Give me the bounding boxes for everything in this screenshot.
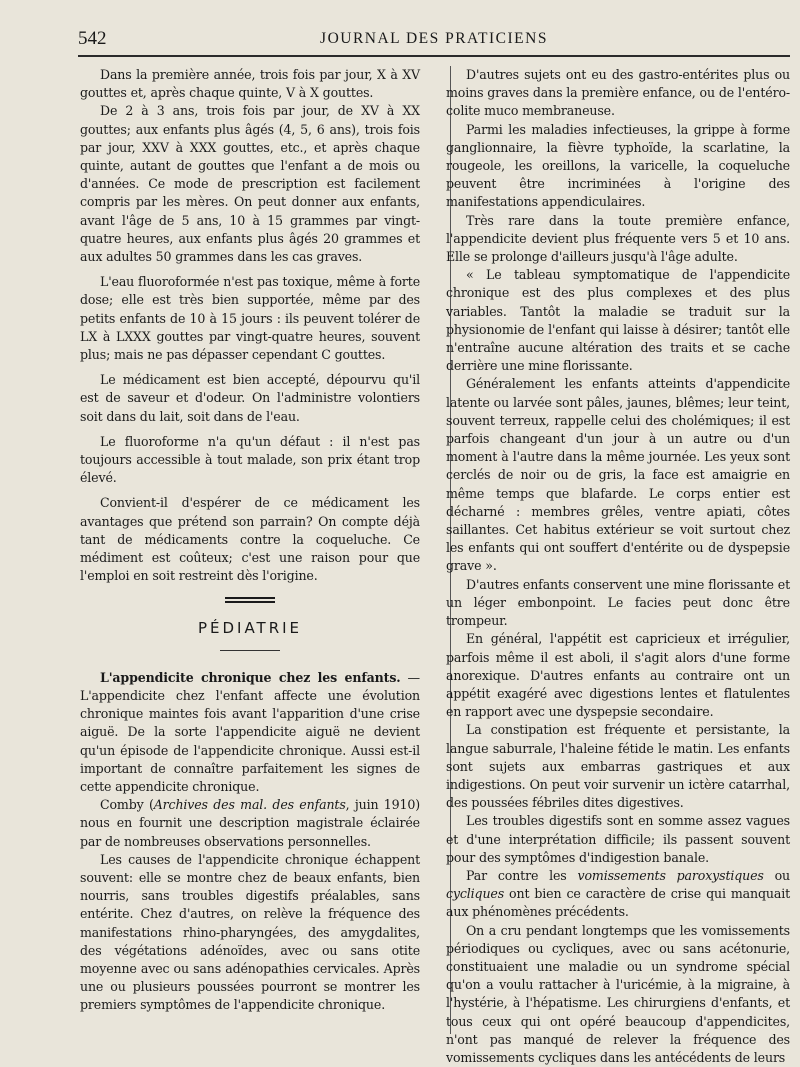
journal-citation: Archives des mal. des enfants (153, 797, 346, 813)
section-rule (225, 601, 275, 603)
paragraph: Convient-il d'espérer de ce médicament les avantages que prétend son parrain? On compte déjà tant de médicaments contre la coqueluche. Ce médiment est coûteux; c'est une raison pour que l'emploi en soit restreint dès l'origine. (80, 495, 420, 584)
section-rule (225, 597, 275, 599)
page-number: 542 (78, 28, 107, 49)
paragraph (446, 867, 790, 922)
paragraph: Dans la première année, trois fois par jour, X à XV gouttes et, après chaque quinte, V à X gouttes. (80, 67, 420, 101)
paragraph: « Le tableau symptomatique de l'appendicite chronique est des plus complexes et des plus variables. Tantôt la maladie se traduit sur la physionomie de l'enfant qui laisse à désirer; tantôt elle n'entraîne aucune altération des traits et se cache derrière une mine florissante. (446, 267, 790, 374)
paragraph: Le médicament est bien accepté, dépourvu qu'il est de saveur et d'odeur. On l'administre volontiers soit dans du lait, soit dans de l'eau. (80, 372, 420, 424)
paragraph: La constipation est fréquente et persistante, la langue saburrale, l'haleine fétide le matin. Les enfants sont sujets aux embarras gastriques et aux indigestions. On peut voir survenir un ictère catarrhal, des poussées fébriles dites digestives. (446, 722, 790, 811)
paragraph: L'eau fluoroformée n'est pas toxique, même à forte dose; elle est très bien supportée, même par des petits enfants de 10 à 15 jours : ils peuvent tolérer de LX à LXXX gouttes par vingt-quatre heures, souvent plus; mais ne pas dépasser cependant C gouttes. (80, 274, 420, 363)
paragraph: Parmi les maladies infectieuses, la grippe à forme ganglionnaire, la fièvre typhoïde, la scarlatine, la rougeole, les oreillons, la varicelle, la coqueluche peuvent être incriminées à l'origine des manifestations appendiculaires. (446, 121, 790, 210)
section-title: PÉDIATRIE (197, 619, 303, 638)
paragraph: D'autres sujets ont eu des gastro-entérites plus ou moins graves dans la première enfance, ou de l'entéro-colite muco membraneuse. (446, 67, 790, 119)
paragraph: Très rare dans la toute première enfance, l'appendicite devient plus fréquente vers 5 et 10 ans. Elle se prolonge d'ailleurs jusqu'à l'âge adulte. (446, 212, 790, 265)
paragraph: Les causes de l'appendicite chronique échappent souvent: elle se montre chez de beaux enfants, bien nourris, sans troubles digestifs préalables, sans entérite. Chez d'autres, on relève la fréquence des manifestations rhino-pharyngées, des amygdalites, des végétations adénoïdes, avec ou sans otite moyenne avec ou sans adénopathies cervicales. Après une ou plusieurs poussées pourront se montrer les premiers symptômes de l'appendicite chronique. (80, 851, 420, 1013)
text-run: Par contre les (466, 867, 578, 883)
article-lead-text: L'appendicite chez l'enfant affecte une évolution chronique maintes fois avant l'apparition d'une crise aiguë. De la sorte l'appendicite aiguë ne devient qu'un épisode de l'appendicite chronique. Aussi est-il important de connaître parfaitement les signes de cette appendicite chronique. (80, 687, 420, 794)
article-heading: L'appendicite chronique chez les enfants. (100, 669, 401, 685)
section-rule (220, 650, 280, 651)
paragraph: Généralement les enfants atteints d'appendicite latente ou larvée sont pâles, jaunes, blêmes; leur teint, souvent terreux, rappelle celui des cholémiques; il est parfois changeant d'un jour à un autre ou d'un moment à l'autre dans la même journée. Les yeux sont cerclés de noir ou de gris, la face est amaigrie en même temps que blafarde. Le corps entier est décharné : membres grêles, ventre apiati, côtes saillantes. Cet habitus extérieur se voit surtout chez les enfants qui ont souffert d'entérite ou de dyspepsie grave ». (446, 376, 790, 574)
paragraph (80, 796, 420, 851)
paragraph: En général, l'appétit est capricieux et irrégulier, parfois même il est aboli, il s'agit alors d'une forme anorexique. D'autres enfants au contraire ont un appétit exagéré avec digestions lentes et flatulentes en rapport avec une dyspepsie secondaire. (446, 631, 790, 720)
article-lead (80, 669, 420, 796)
paragraph: D'autres enfants conservent une mine florissante et un léger embonpoint. Le facies peut donc être trompeur. (446, 576, 790, 629)
text-run: , juin 1910) nous en fournit une description magistrale éclairée par de nombreuses observations personnelles. (80, 797, 421, 849)
left-column (80, 66, 420, 1015)
section-header (80, 597, 420, 650)
paragraph: Le fluoroforme n'a qu'un défaut : il n'est pas toujours accessible à tout malade, son prix étant trop élevé. (80, 433, 420, 486)
emphasis: cycliques (446, 886, 505, 902)
heading-dash: — (400, 669, 420, 685)
right-column (446, 66, 790, 1067)
header-rule (78, 55, 790, 57)
text-run: ont bien ce caractère de crise qui manquait aux phénomènes précédents. (446, 886, 790, 920)
paragraph: Les troubles digestifs sont en somme assez vagues et d'une interprétation difficile; ils passent souvent pour des symptômes d'indigestion banale. (446, 813, 790, 865)
paragraph: De 2 à 3 ans, trois fois par jour, de XV à XX gouttes; aux enfants plus âgés (4, 5, 6 ans), trois fois par jour, XXV à XXX gouttes, etc., et après chaque quinte, autant de gouttes que l'enfant a de mois ou d'années. Ce mode de prescription est facilement compris par les mères. On peut donner aux enfants, avant l'âge de 5 ans, 10 à 15 grammes par vingt-quatre heures, aux enfants plus âgés 20 grammes et aux adultes 50 grammes dans les cas graves. (80, 103, 420, 265)
paragraph: On a cru pendant longtemps que les vomissements périodiques ou cycliques, avec ou sans acétonurie, constituaient une maladie ou un syndrome spécial qu'on a voulu rattacher à l'uricémie, à la migraine, à l'hystérie, à l'hépatisme. Les chirurgiens d'enfants, et tous ceux qui ont opéré beaucoup d'appendicites, n'ont pas manqué de relever la fréquence des vomissements cycliques dans les antécédents de leurs (446, 922, 790, 1065)
text-run: ou (763, 867, 791, 883)
page-header (78, 28, 790, 50)
text-run: Comby ( (100, 797, 154, 813)
emphasis: vomissements paroxystiques (577, 867, 764, 883)
running-title: JOURNAL DES PRATICIENS (320, 30, 548, 47)
